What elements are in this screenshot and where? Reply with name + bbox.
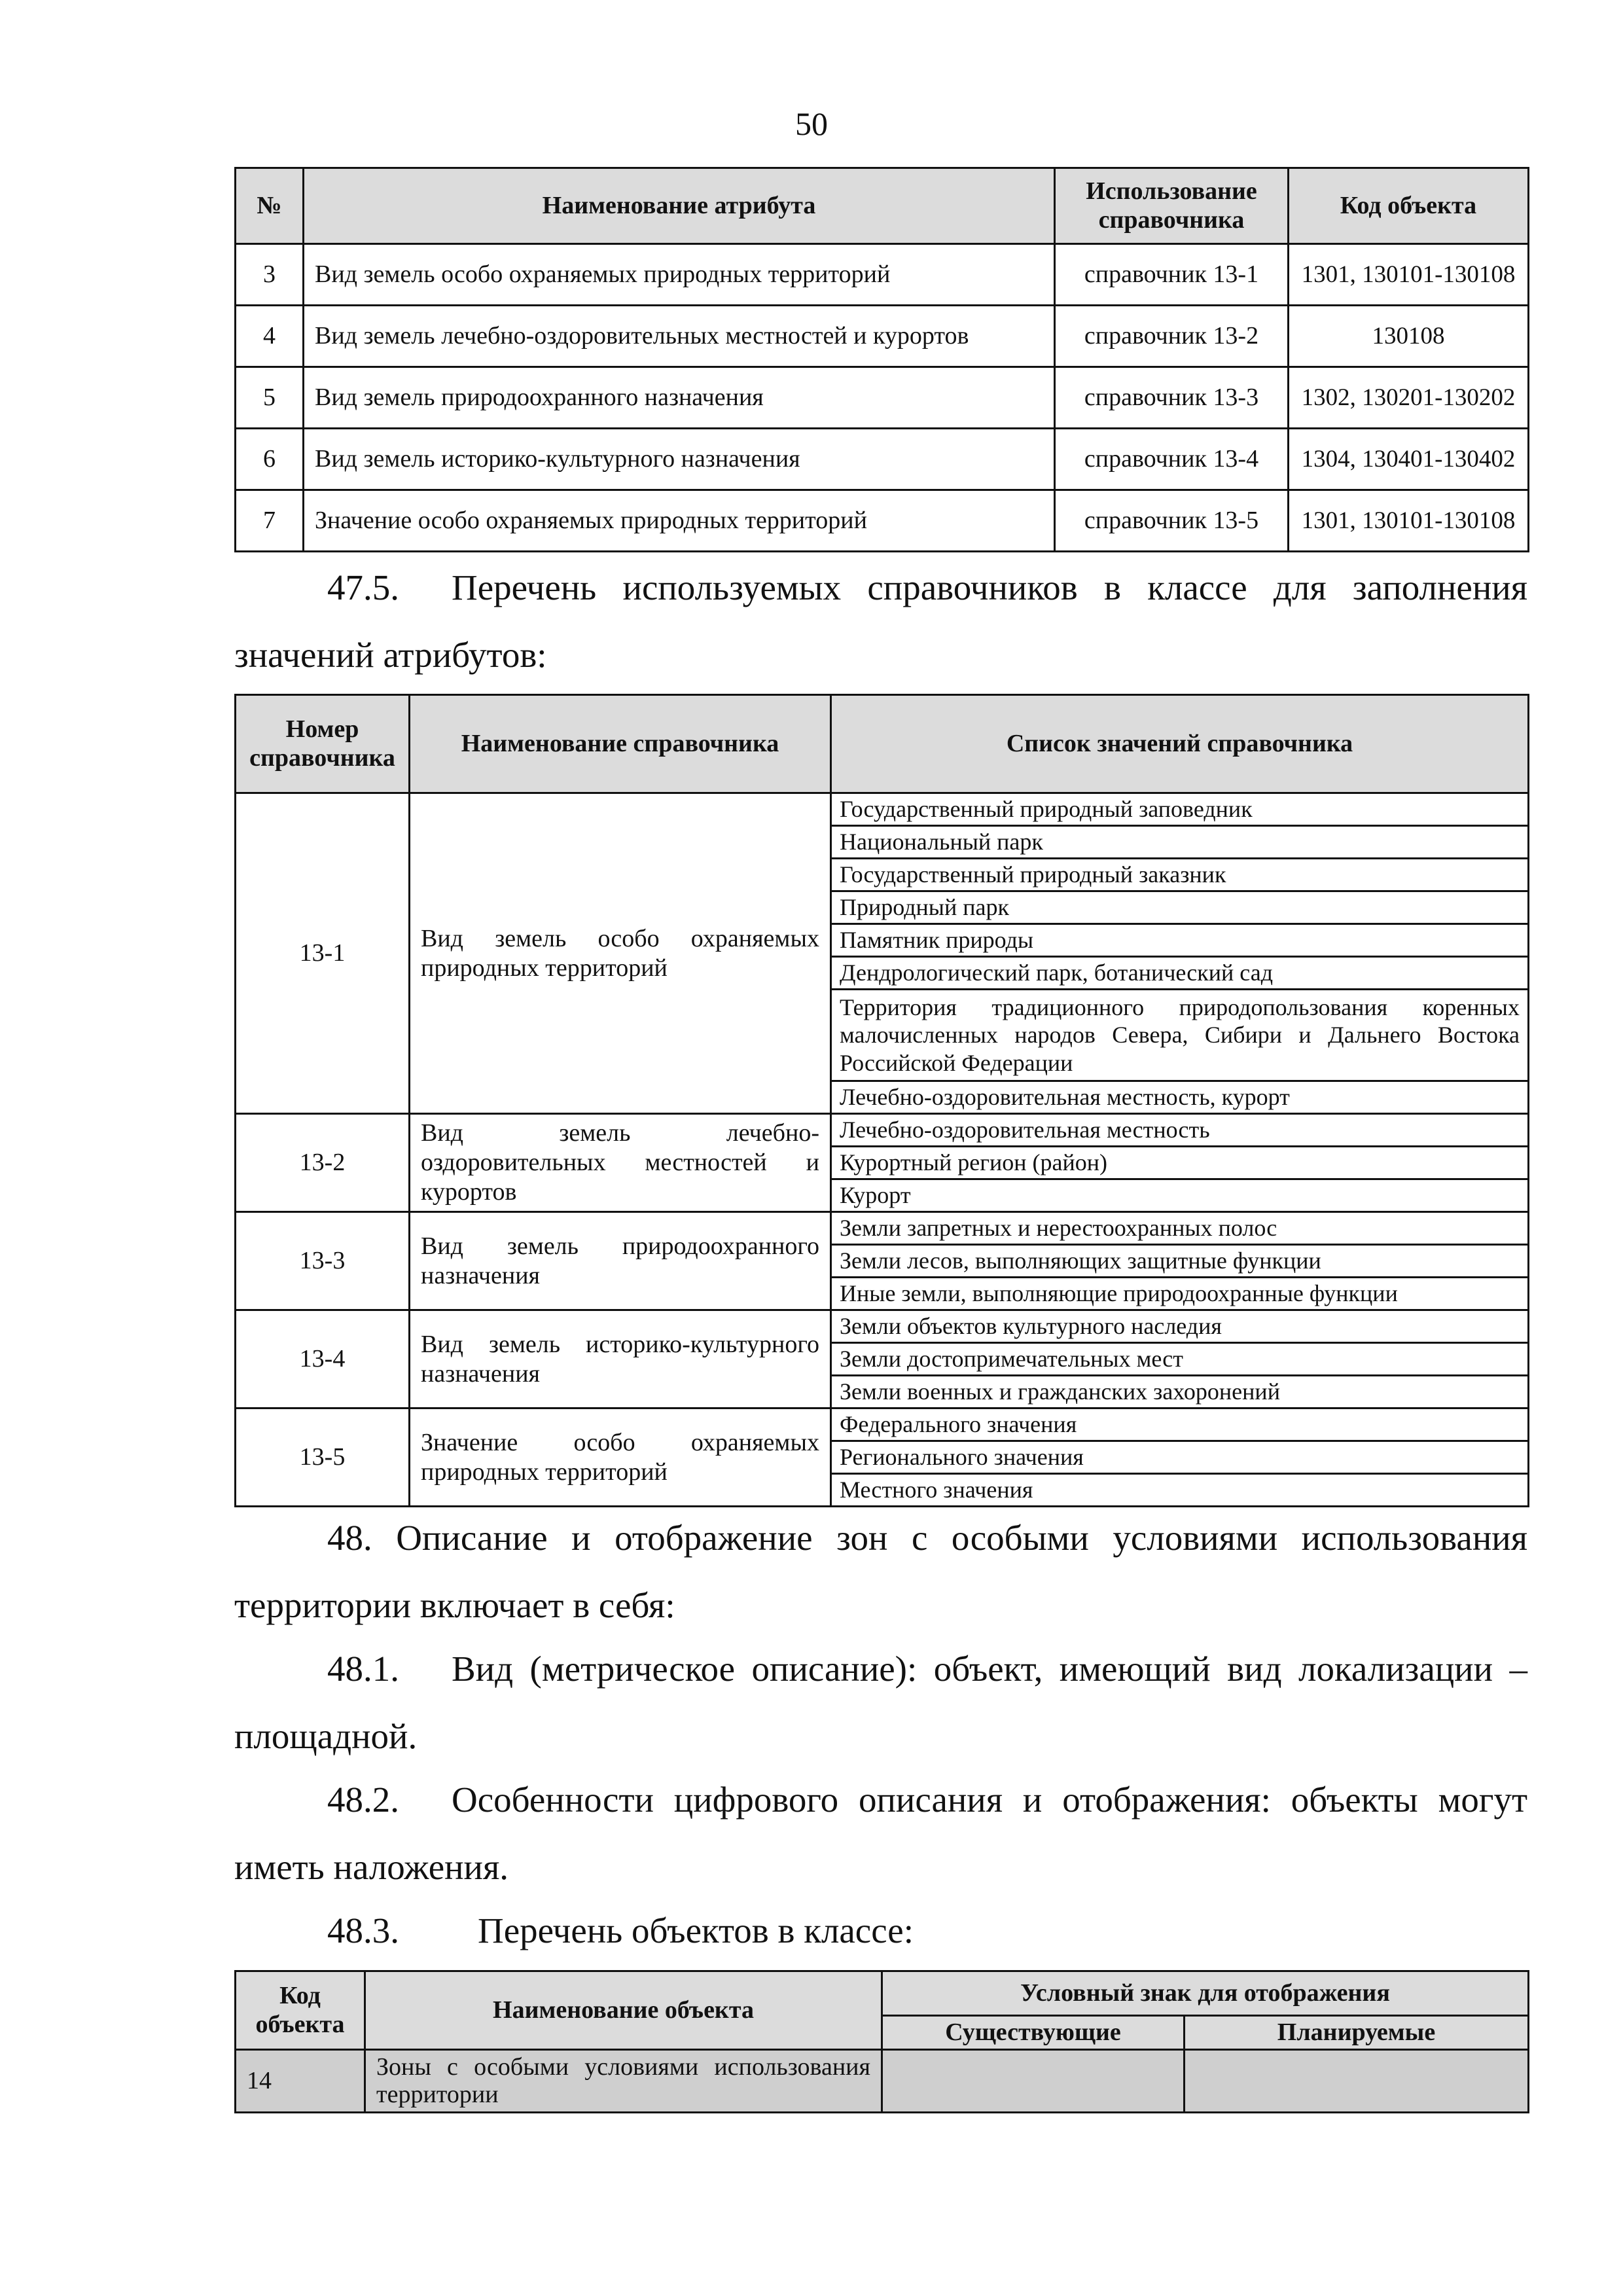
table-row [236,1408,1529,1441]
row-usage: справочник 13-1 [1055,244,1289,306]
table-row [236,306,1529,367]
book-value: Федерального значения [831,1408,1529,1441]
book-value: Земли запретных и нерестоохранных полос [831,1212,1529,1245]
row-object-code: 1304, 130401-130402 [1289,429,1529,490]
table-row [236,429,1529,490]
book-value: Земли военных и гражданских захоронений [831,1376,1529,1408]
table-row [236,793,1529,826]
book-value: Лечебно-оздоровительная местность, курорт [831,1081,1529,1114]
book-number: 13-2 [236,1114,410,1212]
paragraph-48 [234,1520,1527,1623]
table-row [236,244,1529,306]
header-num: № [236,168,304,244]
book-name: Значение особо охраняемых природных территорий [410,1408,831,1507]
row-object-code: 1301, 130101-130108 [1289,490,1529,552]
paragraph-48-2 [234,1782,1527,1885]
book-value: Земли объектов культурного наследия [831,1310,1529,1343]
sign-planned [1185,2050,1529,2113]
row-attribute-name: Вид земель историко-культурного назначения [304,429,1055,490]
row-usage: справочник 13-3 [1055,367,1289,429]
page-number: 50 [795,105,828,142]
paragraph-48-1 [234,1651,1527,1754]
row-attribute-name: Вид земель природоохранного назначения [304,367,1055,429]
book-number: 13-3 [236,1212,410,1310]
row-num: 5 [236,367,304,429]
paragraph-text: 48. Описание и отображение зон с особыми условиями использования [327,1518,1527,1558]
objects-table [234,1970,1529,2113]
book-value: Регионального значения [831,1441,1529,1474]
table-header-row [236,1971,1529,2016]
book-name: Вид земель природоохранного назначения [410,1212,831,1310]
book-value: Памятник природы [831,924,1529,957]
object-name: Зоны с особыми условиями использования территории [365,2050,882,2113]
row-usage: справочник 13-2 [1055,306,1289,367]
header-display-sign: Условный знак для отображения [882,1971,1529,2016]
paragraph-text: Особенности цифрового описания и отображения: объекты могут [452,1780,1527,1820]
book-number: 13-1 [236,793,410,1114]
book-number: 13-4 [236,1310,410,1408]
book-value: Курортный регион (район) [831,1147,1529,1179]
book-value: Лечебно-оздоровительная местность [831,1114,1529,1147]
header-values-list: Список значений справочника [831,695,1529,793]
paragraph-text-cont: значений атрибутов: [234,635,547,675]
row-object-code: 1302, 130201-130202 [1289,367,1529,429]
table-header-row [236,695,1529,793]
header-object-name: Наименование объекта [365,1971,882,2050]
book-name: Вид земель историко-культурного назначения [410,1310,831,1408]
row-num: 4 [236,306,304,367]
header-planned: Планируемые [1185,2016,1529,2050]
reference-books-table [234,694,1529,1507]
table-row [236,490,1529,552]
header-attribute-name: Наименование атрибута [304,168,1055,244]
book-value: Дендрологический парк, ботанический сад [831,957,1529,990]
sign-existing [882,2050,1185,2113]
header-usage: Использование справочника [1055,168,1289,244]
paragraph-number: 48.3. [327,1910,399,1950]
header-object-code: Код объекта [1289,168,1529,244]
paragraph-48-3 [234,1912,1527,1948]
header-object-code: Код объекта [236,1971,365,2050]
table-row [236,2050,1529,2113]
object-code: 14 [236,2050,365,2113]
table-row [236,1114,1529,1147]
row-object-code: 130108 [1289,306,1529,367]
book-number: 13-5 [236,1408,410,1507]
paragraph-number: 48.2. [327,1780,399,1820]
row-usage: справочник 13-5 [1055,490,1289,552]
header-book-name: Наименование справочника [410,695,831,793]
row-num: 6 [236,429,304,490]
row-attribute-name: Вид земель лечебно-оздоровительных местностей и курортов [304,306,1055,367]
book-value: Природный парк [831,891,1529,924]
book-name: Вид земель лечебно-оздоровительных местностей и курортов [410,1114,831,1212]
book-value: Национальный парк [831,826,1529,859]
paragraph-text-cont: территории включает в себя: [234,1585,675,1625]
row-num: 7 [236,490,304,552]
row-attribute-name: Значение особо охраняемых природных территорий [304,490,1055,552]
book-value: Земли достопримечательных мест [831,1343,1529,1376]
paragraph-text-cont: площадной. [234,1716,418,1756]
paragraph-text-cont: иметь наложения. [234,1847,509,1887]
paragraph-47-5 [234,569,1527,673]
book-value: Территория традиционного природопользования коренных малочисленных народов Севера, Сибири и Дальнего Востока Российской Федерации [831,990,1529,1081]
book-value: Иные земли, выполняющие природоохранные функции [831,1278,1529,1310]
table-row [236,367,1529,429]
table-row [236,1310,1529,1343]
table-header-row [236,168,1529,244]
table-row [236,1212,1529,1245]
header-existing: Существующие [882,2016,1185,2050]
attributes-table [234,167,1529,552]
book-value: Государственный природный заповедник [831,793,1529,826]
row-attribute-name: Вид земель особо охраняемых природных территорий [304,244,1055,306]
header-book-number: Номер справочника [236,695,410,793]
paragraph-number: 47.5. [327,567,399,607]
paragraph-text: Вид (метрическое описание): объект, имеющий вид локализации – [452,1649,1527,1689]
book-value: Курорт [831,1179,1529,1212]
book-name: Вид земель особо охраняемых природных территорий [410,793,831,1114]
book-value: Государственный природный заказник [831,859,1529,891]
paragraph-text: Перечень используемых справочников в классе для заполнения [452,567,1527,607]
row-object-code: 1301, 130101-130108 [1289,244,1529,306]
book-value: Земли лесов, выполняющих защитные функции [831,1245,1529,1278]
row-usage: справочник 13-4 [1055,429,1289,490]
row-num: 3 [236,244,304,306]
book-value: Местного значения [831,1474,1529,1507]
paragraph-text: Перечень объектов в классе: [478,1910,914,1950]
paragraph-number: 48.1. [327,1649,399,1689]
